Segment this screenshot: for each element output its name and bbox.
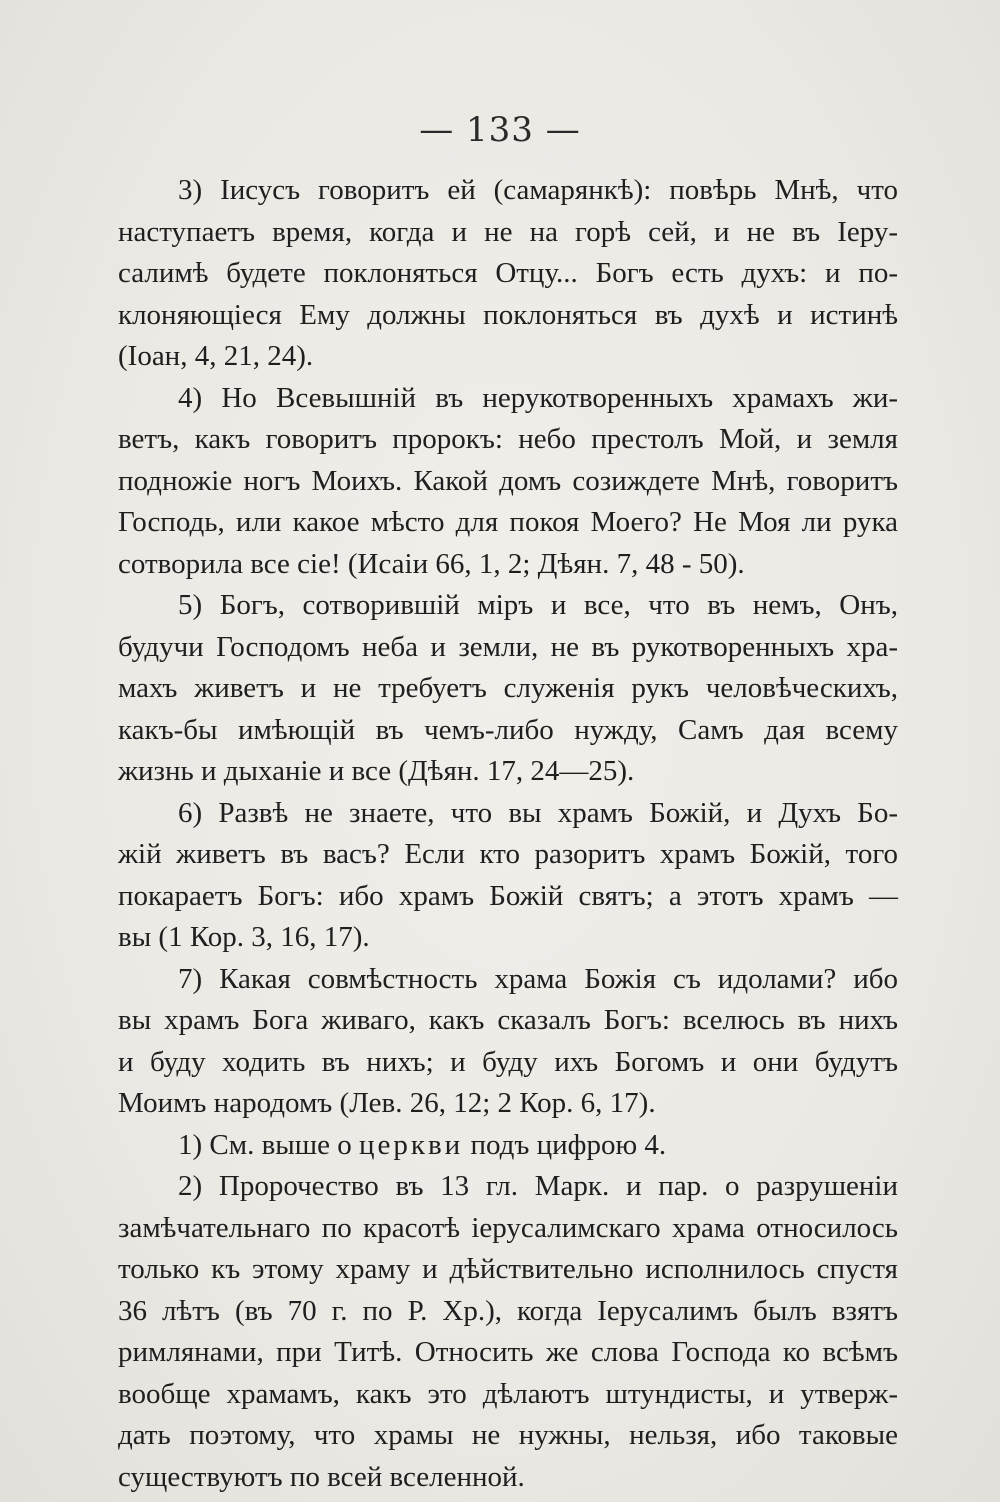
text-line: существуютъ по всей вселенной.	[118, 1460, 525, 1493]
text-line: жизнь и дыханіе и все (Дѣян. 17, 24—25).	[118, 755, 635, 787]
text-line: (Іоан, 4, 21, 24).	[118, 340, 314, 372]
text-line: покараетъ Богъ: ибо храмъ Божій святъ; а этотъ храмъ —	[118, 879, 898, 912]
text-line: ветъ, какъ говоритъ пророкъ: небо престолъ Мой, и земля	[118, 423, 898, 455]
text-line: Господь, или какое мѣсто для покоя Моего? Не Моя ли рука	[118, 506, 898, 538]
text-line: будучи Господомъ неба и земли, не въ рукотворенныхъ хра-	[118, 630, 898, 663]
text-line: 6) Развѣ не знаете, что вы храмъ Божій, и Духъ Бо-	[178, 796, 898, 829]
spaced-word: церкви	[358, 1128, 464, 1161]
text-line: клоняющіеся Ему должны поклоняться въ духѣ и истинѣ	[118, 298, 898, 331]
text-line: махъ живетъ и не требуетъ служенія рукъ человѣческихъ,	[118, 672, 898, 704]
text-line: наступаетъ время, когда и не на горѣ сей, и не въ Іеру-	[118, 215, 898, 248]
text-line: вообще храмамъ, какъ это дѣлаютъ штундисты, и утверж-	[118, 1377, 898, 1410]
text-line: и буду ходить въ нихъ; и буду ихъ Богомъ и они будутъ	[118, 1045, 898, 1078]
text-line: 5) Богъ, сотворившій міръ и все, что въ немъ, Онъ,	[178, 589, 898, 621]
page-number: — 133 —	[419, 110, 581, 150]
body-text	[118, 170, 898, 1498]
text-segment: подъ цифрою 4.	[463, 1128, 667, 1161]
text-line: Моимъ народомъ (Лев. 26, 12; 2 Кор. 6, 17).	[118, 1087, 656, 1119]
text-line: замѣчательнаго по красотѣ іерусалимскаго храма относилось	[118, 1211, 898, 1244]
text-line	[118, 1125, 898, 1167]
text-line: дать поэтому, что храмы не нужны, нельзя, ибо таковые	[118, 1419, 898, 1451]
text-line: салимѣ будете поклоняться Отцу... Богъ есть духъ: и по-	[118, 257, 898, 289]
text-line: 2) Пророчество въ 13 гл. Марк. и пар. о разрушеніи	[178, 1170, 898, 1202]
text-line: только къ этому храму и дѣйствительно исполнилось спустя	[118, 1253, 898, 1285]
text-line: 7) Какая совмѣстность храма Божія съ идолами? ибо	[178, 962, 898, 995]
text-line: 3) Іисусъ говоритъ ей (самарянкѣ): повѣрь Мнѣ, что	[178, 174, 898, 206]
text-line: вы храмъ Бога живаго, какъ сказалъ Богъ: вселюсь въ нихъ	[118, 1004, 898, 1036]
text-line: вы (1 Кор. 3, 16, 17).	[118, 921, 370, 953]
text-line: подножіе ногъ Моихъ. Какой домъ созиждете Мнѣ, говоритъ	[118, 464, 898, 497]
text-line: 36 лѣтъ (въ 70 г. по Р. Хр.), когда Іерусалимъ былъ взятъ	[118, 1294, 898, 1327]
text-line: какъ-бы имѣющій въ чемъ-либо нужду, Самъ дая всему	[118, 713, 898, 746]
text-line: 4) Но Всевышній въ нерукотворенныхъ храмахъ жи-	[178, 381, 898, 414]
text-segment: 1) См. выше о	[178, 1128, 359, 1161]
text-line: жій живетъ въ васъ? Если кто разоритъ храмъ Божій, того	[118, 838, 898, 870]
text-line: римлянами, при Титѣ. Относить же слова Господа ко всѣмъ	[118, 1336, 898, 1368]
text-line: сотворила все сіе! (Исаіи 66, 1, 2; Дѣян. 7, 48 - 50).	[118, 547, 745, 580]
